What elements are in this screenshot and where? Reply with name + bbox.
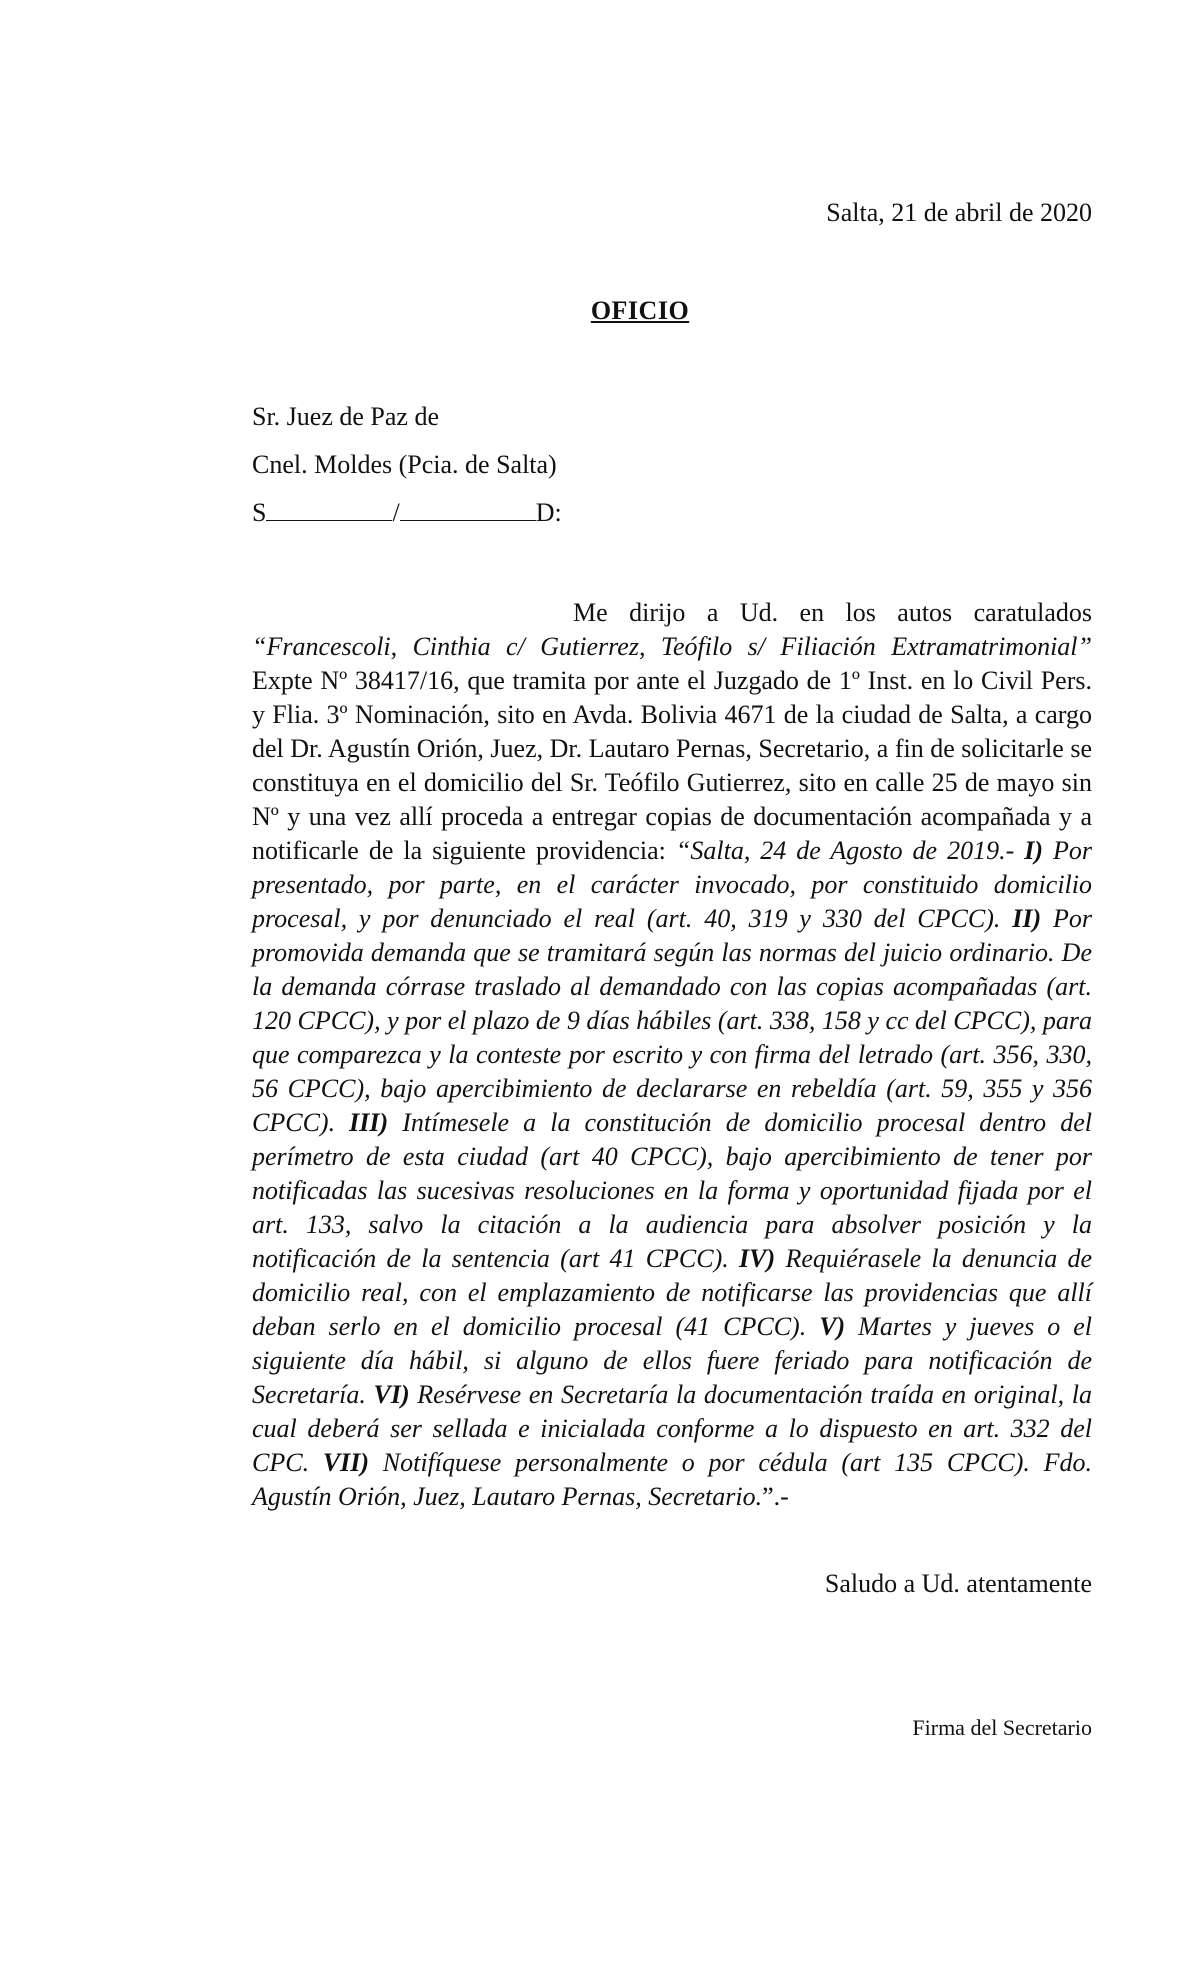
- closing-line: Saludo a Ud. atentamente: [824, 1569, 1092, 1598]
- sd-slash: /: [392, 498, 400, 527]
- case-title: “Francescoli, Cinthia c/ Gutierrez, Teófilo s/ Filiación Extramatrimonial”: [252, 632, 1092, 661]
- sd-blank-2: [400, 498, 536, 521]
- addressee-block: [252, 393, 562, 537]
- providencia-end: ”.-: [762, 1482, 789, 1511]
- item-text-2: Por promovida demanda que se tramitará según las normas del juicio ordinario. De la demanda córrase traslado al demandado con las copias acompañadas (art. 120 CPCC), y por el plazo de 9 días hábiles (art. 338, 158 y cc del CPCC), para que comparezca y la conteste por escrito y con firma del letrado (art. 356, 330, 56 CPCC), bajo apercibimiento de declararse en rebeldía (art. 59, 355 y 356 CPCC).: [252, 904, 1092, 1137]
- item-number-7: VII): [322, 1448, 370, 1477]
- item-text-5: Martes y jueves o el siguiente día hábil, si alguno de ellos fuere feriado para notificación de Secretaría.: [252, 1312, 1093, 1409]
- item-text-3: Intímesele a la constitución de domicilio procesal dentro del perímetro de esta ciudad (art 40 CPCC), bajo apercibimiento de tener por notificadas las sucesivas resoluciones en la forma y oportunidad fijada por el art. 133, salvo la citación a la audiencia para absolver posición y la notificación de la sentencia (art 41 CPCC).: [252, 1108, 1093, 1273]
- body-details: Expte Nº 38417/16, que tramita por ante el Juzgado de 1º Inst. en lo Civil Pers. y Flia. 3º Nominación, sito en Avda. Bolivia 4671 de la ciudad de Salta, a cargo del Dr. Agustín Orión, Juez, Dr. Lautaro Pernas, Secretario, a fin de solicitarle se constituya en el domicilio del Sr. Teófilo Gutierrez, sito en calle 25 de mayo sin Nº y una vez allí proceda a entregar copias de documentación acompañada y a notificarle de la siguiente providencia:: [252, 666, 1092, 865]
- signature-label: Firma del Secretario: [912, 1715, 1092, 1740]
- item-text-4: Requiérasele la denuncia de domicilio real, con el emplazamiento de notificarse las providencias que allí deban serlo en el domicilio procesal (41 CPCC).: [252, 1244, 1093, 1341]
- sd-letter-s: S: [252, 498, 267, 527]
- addressee-line-2: Cnel. Moldes (Pcia. de Salta): [252, 450, 557, 479]
- item-number-5: V): [819, 1312, 846, 1341]
- item-number-2: II): [1012, 904, 1042, 933]
- item-number-6: VI): [373, 1380, 410, 1409]
- body-opening: Me dirijo a Ud. en los autos caratulados: [573, 598, 1092, 627]
- item-text-7: Notifíquese personalmente o por cédula (art 135 CPCC). Fdo. Agustín Orión, Juez, Lautaro Pernas, Secretario.: [252, 1448, 1093, 1511]
- document-title: OFICIO: [590, 296, 690, 325]
- sd-letter-d: D:: [535, 498, 562, 527]
- item-number-4: IV): [739, 1244, 776, 1273]
- item-number-3: III): [349, 1108, 389, 1137]
- providencia-intro: “Salta, 24 de Agosto de 2019.-: [675, 836, 1015, 865]
- item-text-6: Resérvese en Secretaría la documentación traída en original, la cual deberá ser sellada e inicialada conforme a lo dispuesto en art. 332 del CPC.: [252, 1380, 1092, 1477]
- date-line: Salta, 21 de abril de 2020: [826, 198, 1092, 227]
- sd-blank-1: [266, 498, 392, 521]
- salutation-sd-line: [252, 489, 562, 537]
- addressee-line-1: Sr. Juez de Paz de: [252, 402, 440, 431]
- item-text-1: Por presentado, por parte, en el carácter invocado, por constituido domicilio procesal, y por denunciado el real (art. 40, 319 y 330 del CPCC).: [252, 836, 1093, 933]
- item-number-1: I): [1024, 836, 1044, 865]
- body-paragraph: [252, 596, 1092, 1514]
